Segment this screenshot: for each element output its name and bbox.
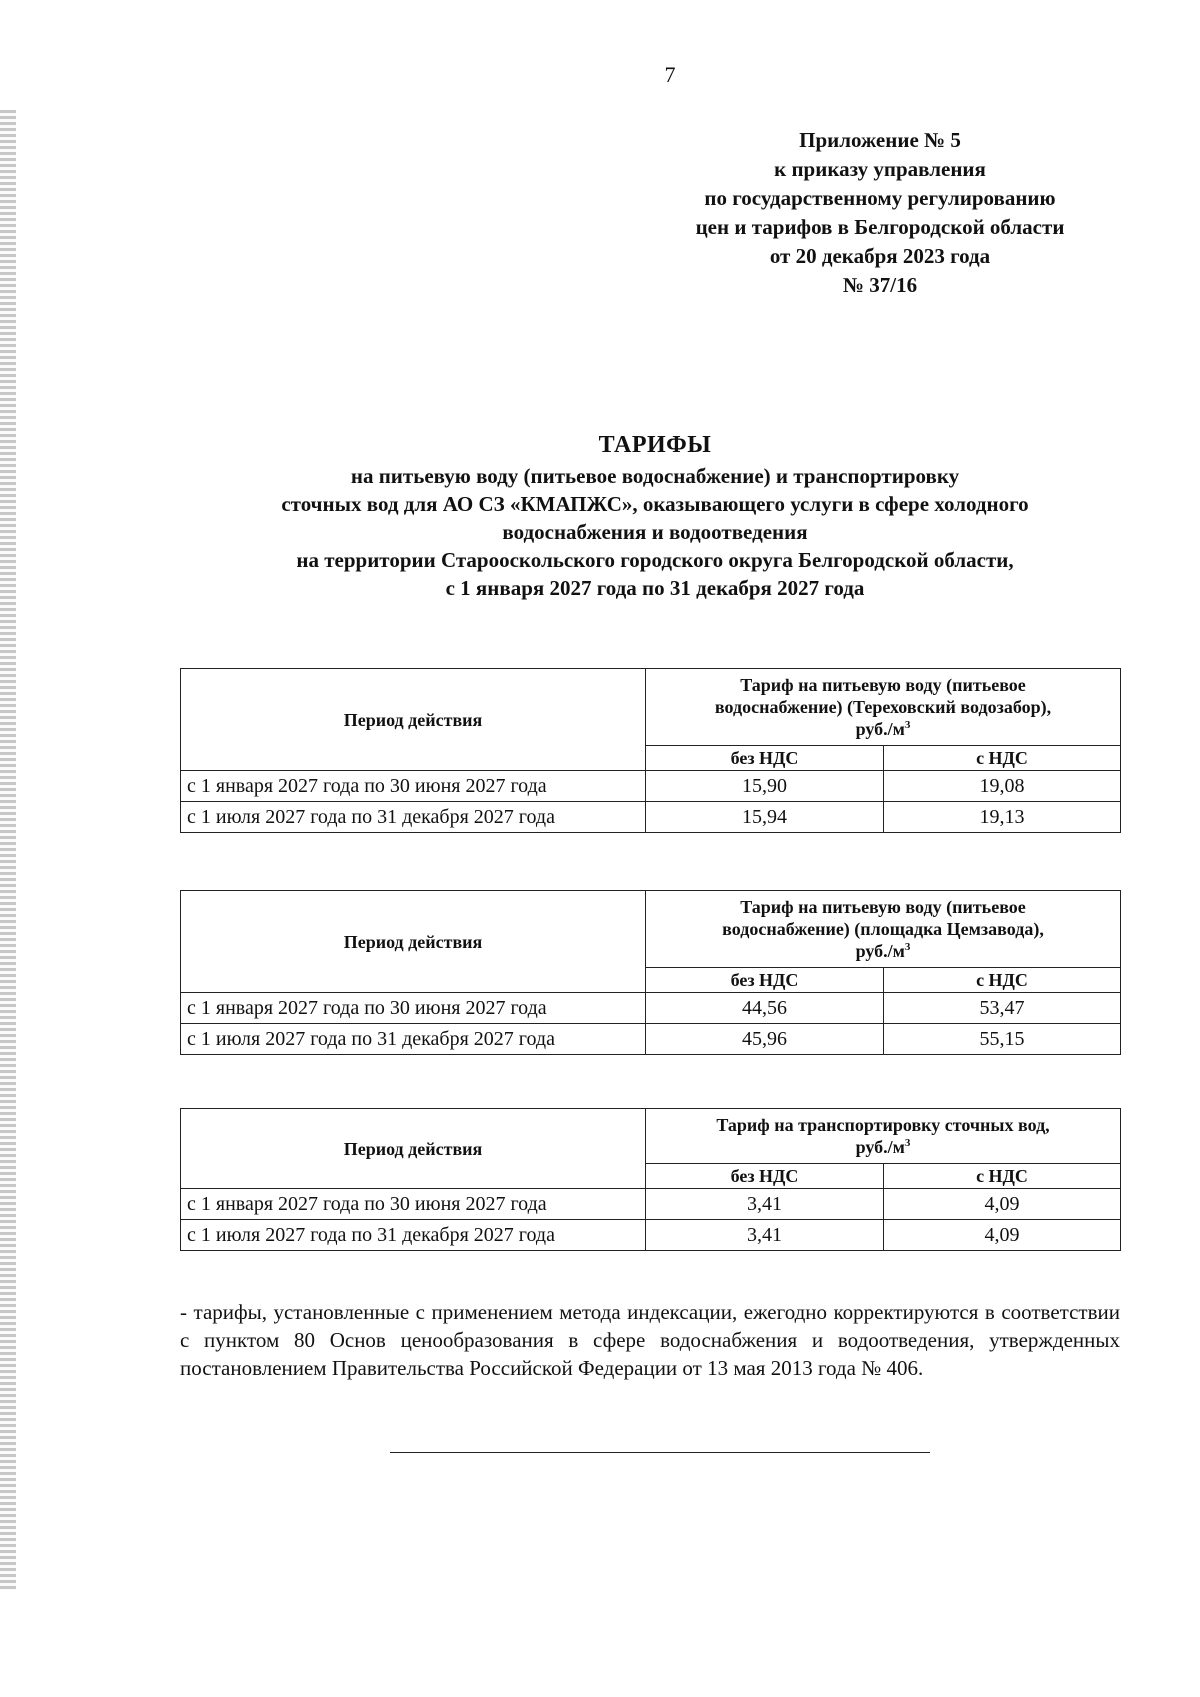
value-no-vat: 15,90 bbox=[646, 771, 884, 802]
value-no-vat: 45,96 bbox=[646, 1024, 884, 1055]
appendix-line: к приказу управления bbox=[774, 157, 986, 181]
col-no-vat-header: без НДС bbox=[646, 968, 884, 993]
tariff-table-cement-plant bbox=[180, 890, 1121, 1055]
col-vat-header: с НДС bbox=[884, 1164, 1121, 1189]
value-no-vat: 15,94 bbox=[646, 802, 884, 833]
appendix-line: от 20 декабря 2023 года bbox=[769, 244, 991, 268]
page-number: 7 bbox=[664, 62, 676, 87]
tariff-header: Тариф на транспортировку сточных вод, $руб./м^3$ bbox=[646, 1109, 1121, 1164]
table-row bbox=[181, 802, 1121, 833]
title-line: сточных вод для АО СЗ «КМАПЖС», оказывающего услуги в сфере холодного bbox=[281, 492, 1029, 516]
title-line: на питьевую воду (питьевое водоснабжение) и транспортировку bbox=[350, 464, 960, 488]
col-vat-header: с НДС bbox=[884, 968, 1121, 993]
appendix-line: цен и тарифов в Белгородской области bbox=[695, 215, 1065, 239]
period-header: Период действия bbox=[181, 891, 646, 993]
title-line: на территории Старооскольского городского округа Белгородской области, bbox=[296, 548, 1014, 572]
table-row bbox=[181, 993, 1121, 1024]
table-row bbox=[181, 1220, 1121, 1251]
period-cell: с 1 января 2027 года по 30 июня 2027 года bbox=[181, 1189, 646, 1220]
appendix-line: по государственному регулированию bbox=[704, 186, 1056, 210]
scan-binding-edge bbox=[0, 110, 16, 1590]
value-no-vat: 3,41 bbox=[646, 1189, 884, 1220]
title-main: ТАРИФЫ bbox=[598, 432, 712, 458]
tariff-table-wastewater bbox=[180, 1108, 1121, 1251]
value-vat: 4,09 bbox=[884, 1220, 1121, 1251]
value-vat: 19,08 bbox=[884, 771, 1121, 802]
table-row bbox=[181, 1189, 1121, 1220]
tariff-table-terekhovsky bbox=[180, 668, 1121, 833]
title-line: с 1 января 2027 года по 31 декабря 2027 года bbox=[445, 576, 865, 600]
value-vat: 55,15 bbox=[884, 1024, 1121, 1055]
table-row bbox=[181, 771, 1121, 802]
col-vat-header: с НДС bbox=[884, 746, 1121, 771]
period-cell: с 1 июля 2027 года по 31 декабря 2027 года bbox=[181, 802, 646, 833]
appendix-line: № 37/16 bbox=[842, 273, 918, 297]
period-cell: с 1 июля 2027 года по 31 декабря 2027 года bbox=[181, 1220, 646, 1251]
table-row bbox=[181, 1024, 1121, 1055]
end-divider bbox=[390, 1452, 930, 1453]
period-header: Период действия bbox=[181, 669, 646, 771]
value-no-vat: 44,56 bbox=[646, 993, 884, 1024]
col-no-vat-header: без НДС bbox=[646, 1164, 884, 1189]
value-vat: 4,09 bbox=[884, 1189, 1121, 1220]
period-cell: с 1 июля 2027 года по 31 декабря 2027 года bbox=[181, 1024, 646, 1055]
footnote-text: - тарифы, установленные с применением метода индексации, ежегодно корректируются в соответствии с пунктом 80 Основ ценообразования в сфере водоснабжения и водоотведения, утвержденных постановлением Правительства Российской Федерации от 13 мая 2013 года № 406. bbox=[180, 1300, 1120, 1380]
appendix-header bbox=[640, 126, 1120, 300]
appendix-line: Приложение № 5 bbox=[799, 128, 961, 152]
title-line: водоснабжения и водоотведения bbox=[502, 520, 808, 544]
value-vat: 53,47 bbox=[884, 993, 1121, 1024]
document-title bbox=[150, 428, 1160, 602]
tariff-header: Тариф на питьевую воду (питьевое водоснабжение) (Тереховский водозабор), $руб./м^3$ bbox=[646, 669, 1121, 746]
period-cell: с 1 января 2027 года по 30 июня 2027 года bbox=[181, 771, 646, 802]
col-no-vat-header: без НДС bbox=[646, 746, 884, 771]
period-header: Период действия bbox=[181, 1109, 646, 1189]
value-vat: 19,13 bbox=[884, 802, 1121, 833]
value-no-vat: 3,41 bbox=[646, 1220, 884, 1251]
tariff-header: Тариф на питьевую воду (питьевое водоснабжение) (площадка Цемзавода), $руб./м^3$ bbox=[646, 891, 1121, 968]
period-cell: с 1 января 2027 года по 30 июня 2027 года bbox=[181, 993, 646, 1024]
